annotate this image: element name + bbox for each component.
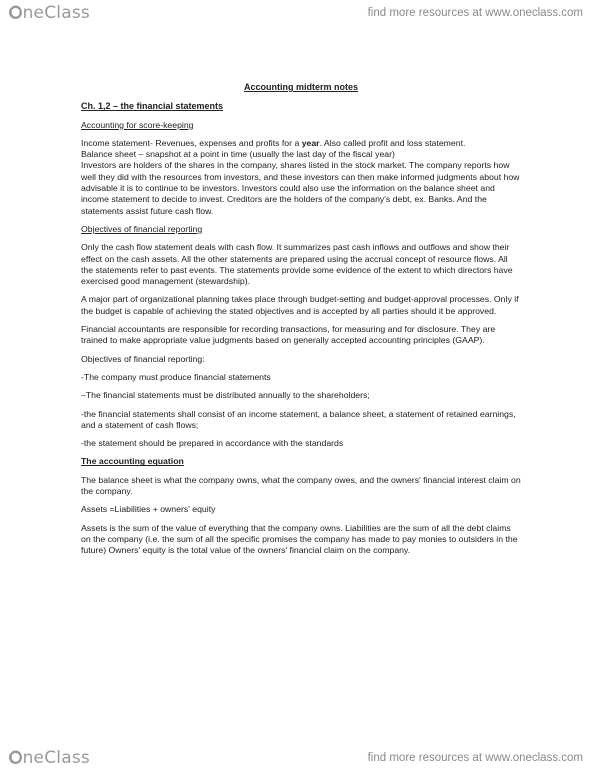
accounting-equation: Assets =Liabilities + owners' equity xyxy=(81,504,216,515)
income-statement-tail: . Also called profit and loss statement. xyxy=(319,137,466,148)
balance-sheet-line: Balance sheet – snapshot at a point in time (usually the last day of the fiscal year) xyxy=(81,149,395,160)
section-heading-equation: The accounting equation xyxy=(81,456,184,467)
budget-paragraph: A major part of organizational planning takes place through budget-setting and budget-approval processes. Only if the budget is capable of achieving the stated objectives and is accepted by all parties should it be approved. xyxy=(81,294,519,316)
objective-item-3: -the financial statements shall consist of an income statement, a balance sheet, a statement of retained earnings, and a statement of cash flows; xyxy=(81,408,516,430)
objective-item-4: -the statement should be prepared in accordance with the standards xyxy=(81,438,344,449)
oneclass-logo[interactable] xyxy=(9,5,90,22)
objective-item-2: –The financial statements must be distributed annually to the shareholders; xyxy=(81,390,370,401)
income-statement-line xyxy=(81,138,521,149)
balance-sheet-definition: The balance sheet is what the company owns, what the company owes, and the owners' financial interest claim on the company. xyxy=(81,474,521,497)
header-resources-link[interactable]: find more resources at www.oneclass.com xyxy=(367,7,583,19)
objectives-label: Objectives of financial reporting: xyxy=(81,353,205,364)
chapter-heading: Ch. 1,2 – the financial statements xyxy=(81,101,224,112)
document-title: Accounting midterm notes xyxy=(243,82,358,92)
oneclass-footer-logo[interactable] xyxy=(9,750,90,767)
footer-brand-text: OneClass xyxy=(9,748,90,768)
brand-text: OneClass xyxy=(9,3,90,23)
objective-item-1: -The company must produce financial statements xyxy=(81,371,271,382)
document-body xyxy=(81,82,521,564)
income-statement-text: Income statement- Revenues, expenses and profits for a xyxy=(81,137,302,148)
assets-definition: Assets is the sum of the value of everything that the company owns. Liabilities are the sum of all the debt claims on the company (i.e. the sum of all the specific promises the company has made to pay monies to outsiders in the future) Owners' equity is the total value of the owners' financial claim on the company. xyxy=(81,522,518,556)
section-heading-objectives: Objectives of financial reporting xyxy=(81,223,203,234)
footer-resources-link[interactable]: find more resources at www.oneclass.com xyxy=(367,752,583,764)
cash-flow-paragraph: Only the cash flow statement deals with cash flow. It summarizes past cash inflows and outflows and show their effect on the cash assets. All the other statements are prepared using the accrual concept of resource flows. All the statements refer to past events. The statements provide some evidence of the extent to which directors have exercised good management (stewardship). xyxy=(81,242,513,287)
section-heading-score-keeping: Accounting for score-keeping xyxy=(81,119,194,130)
score-keeping-paragraph xyxy=(81,138,521,217)
accountants-paragraph: Financial accountants are responsible for recording transactions, for measuring and for disclosure. They are trained to make appropriate value judgments based on generally accepted accounting principles (GAAP). xyxy=(81,324,496,346)
investors-text: Investors are holders of the shares in the company, shares listed in the stock market. The company reports how well they did with the resources from investors, and these investors can then make informed judgments about how advisable it is to continue to be investors. Investors could also use the information on the balance sheet and income statement to decide to invest. Creditors are the holders of the company's debt, ex. Banks. And the statements assist future cash flow. xyxy=(81,160,520,216)
year-emphasis: year xyxy=(301,137,320,148)
